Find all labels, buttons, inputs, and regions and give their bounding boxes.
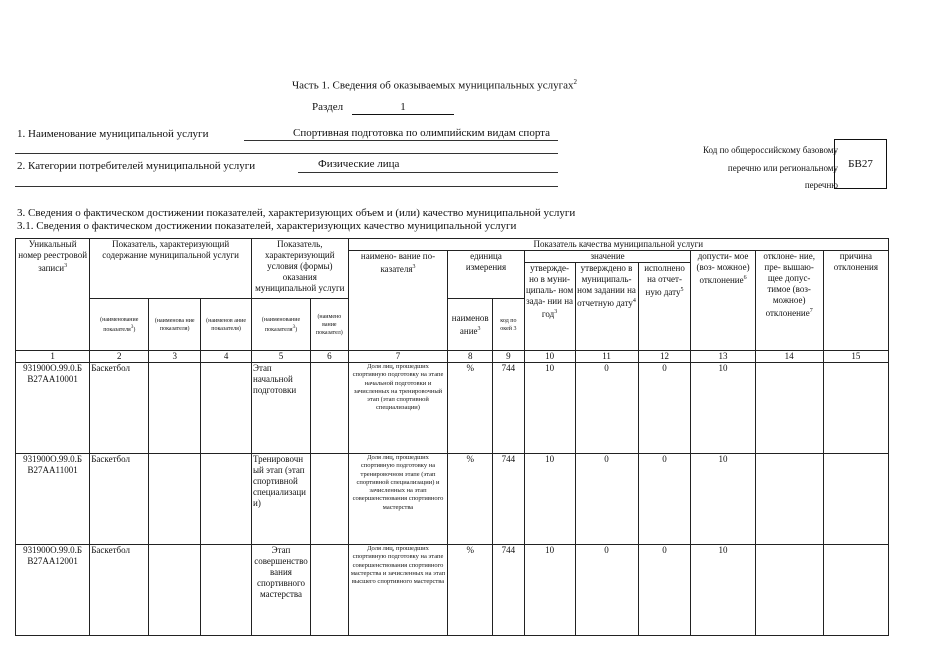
subheader-name-e: (наимено вание показател)	[311, 299, 349, 351]
header-conditions-indicator: Показатель, характеризующий условия (формы) оказания муниципальной услуги	[252, 239, 349, 299]
approved-date: 0	[575, 545, 638, 636]
empty-cell	[201, 545, 252, 636]
section-3-1-title: 3.1. Сведения о фактическом достижении показателей, характеризующих качество муниципальной услуги	[17, 220, 517, 232]
table-row	[16, 454, 889, 545]
subheader-name-d: (наименование показателя$^3$)	[252, 299, 311, 351]
header-unique-record: Уникальный номер реестровой записи$^3$	[16, 239, 90, 351]
stage: Этап начальной подготовки	[252, 363, 311, 454]
subheader-name-b: (наименова ние показателя)	[149, 299, 201, 351]
done: 0	[638, 454, 691, 545]
done: 0	[638, 545, 691, 636]
header-allowed-deviation: допусти- мое (воз- можное) отклонение$^6$	[691, 251, 755, 351]
consumers-label: 2. Категории потребителей муниципальной услуги	[17, 160, 256, 172]
service-name-value: Спортивная подготовка по олимпийским видам спорта	[293, 127, 551, 139]
okei-code: 744	[493, 454, 525, 545]
stage: Этап совершенство вания спортивного мастерства	[252, 545, 311, 636]
approved-year: 10	[524, 454, 575, 545]
okei-code: 744	[493, 363, 525, 454]
header-quality-indicator: Показатель качества муниципальной услуги	[348, 239, 888, 251]
sport: Баскетбол	[90, 454, 149, 545]
done: 0	[638, 363, 691, 454]
col-num: 14	[755, 351, 823, 363]
stage: Тренировочн ый этап (этап спортивной специализаци и)	[252, 454, 311, 545]
indicator-name: Доля лиц, прошедших спортивную подготовку на этапе начальной подготовки и зачисленных на тренировочный этап (этап спортивной специализации)	[348, 363, 448, 454]
code-box	[834, 139, 887, 189]
col-num: 4	[201, 351, 252, 363]
indicator-name: Доля лиц, прошедших спортивную подготовку на этапе совершенствования спортивного мастерства и зачисленных на этап высшего спортивного мастерства	[348, 545, 448, 636]
unit: %	[448, 363, 493, 454]
col-num: 8	[448, 351, 493, 363]
record-code: 931900О.99.0.Б В27АА12001	[16, 545, 90, 636]
approved-date: 0	[575, 363, 638, 454]
col-num: 1	[16, 351, 90, 363]
service-name-underline	[244, 140, 558, 141]
empty-cell	[755, 545, 823, 636]
consumers-value: Физические лица	[318, 158, 400, 170]
header-approved-year: утвержде- но в муни- ципаль- ном зада- нии на год$^3$	[524, 263, 575, 351]
empty-cell	[149, 454, 201, 545]
approved-date: 0	[575, 454, 638, 545]
razdel-label: Раздел	[312, 101, 344, 113]
empty-cell	[149, 363, 201, 454]
col-num: 6	[311, 351, 349, 363]
col-num: 9	[493, 351, 525, 363]
table-row	[16, 363, 889, 454]
header-reason: причина отклонения	[823, 251, 888, 351]
unit: %	[448, 454, 493, 545]
empty-cell	[201, 454, 252, 545]
approved-year: 10	[524, 545, 575, 636]
section-3-title: 3. Сведения о фактическом достижении показателей, характеризующих объем и (или) качество муниципальной услуги	[17, 207, 576, 219]
header-value: значение	[524, 251, 691, 263]
consumers-underline	[298, 172, 558, 173]
empty-cell	[823, 454, 888, 545]
empty-cell	[149, 545, 201, 636]
col-num: 5	[252, 351, 311, 363]
header-done: исполнено на отчет- ную дату$^5$	[638, 263, 691, 351]
okei-code: 744	[493, 545, 525, 636]
header-okei: код по окей 3	[493, 299, 525, 351]
razdel-value: 1	[352, 101, 454, 115]
record-code: 931900О.99.0.Б В27АА11001	[16, 454, 90, 545]
unit: %	[448, 545, 493, 636]
empty-cell	[755, 454, 823, 545]
header-indicator-name: наимено- вание по- казателя$^3$	[348, 251, 448, 351]
empty-cell	[311, 363, 349, 454]
col-num: 15	[823, 351, 888, 363]
sport: Баскетбол	[90, 545, 149, 636]
col-num: 2	[90, 351, 149, 363]
subheader-name-c: (наименов ание показателя)	[201, 299, 252, 351]
column-numbers-row	[16, 351, 889, 363]
allowed-deviation: 10	[691, 363, 755, 454]
col-num: 10	[524, 351, 575, 363]
subheader-name-a: (наименование показателя$^3$)	[90, 299, 149, 351]
col-num: 12	[638, 351, 691, 363]
header-exceeding-deviation: отклоне- ние, пре- вышаю- щее допус- тимое (воз- можное) отклонение$^7$	[755, 251, 823, 351]
consumers-line-2	[15, 186, 558, 187]
empty-cell	[311, 454, 349, 545]
table-row	[16, 545, 889, 636]
col-num: 13	[691, 351, 755, 363]
col-num: 7	[348, 351, 448, 363]
header-unit: единица измерения	[448, 251, 524, 299]
part-title: Часть 1. Сведения об оказываемых муниципальных услугах$^2$	[292, 78, 577, 92]
code-value: БВ27	[848, 158, 873, 170]
col-num: 11	[575, 351, 638, 363]
empty-cell	[823, 363, 888, 454]
quality-indicators-table	[15, 238, 889, 636]
empty-cell	[755, 363, 823, 454]
header-content-indicator: Показатель, характеризующий содержание муниципальной услуги	[90, 239, 252, 299]
header-unit-name: наименов ание$^3$	[448, 299, 493, 351]
header-approved-date: утверждено в муниципаль- ном задании на отчетную дату$^4$	[575, 263, 638, 351]
service-name-line-2	[15, 153, 558, 154]
record-code: 931900О.99.0.Б В27АА10001	[16, 363, 90, 454]
empty-cell	[823, 545, 888, 636]
empty-cell	[311, 545, 349, 636]
indicator-name: Доля лиц, прошедших спортивную подготовку на тренировочном этапе (этап спортивной специализации) и зачисленных на этап совершенствования спортивного мастерства	[348, 454, 448, 545]
service-name-label: 1. Наименование муниципальной услуги	[17, 128, 209, 140]
allowed-deviation: 10	[691, 454, 755, 545]
approved-year: 10	[524, 363, 575, 454]
allowed-deviation: 10	[691, 545, 755, 636]
col-num: 3	[149, 351, 201, 363]
code-label: Код по общероссийскому базовому перечню или региональному перечню	[702, 145, 838, 190]
sport: Баскетбол	[90, 363, 149, 454]
empty-cell	[201, 363, 252, 454]
